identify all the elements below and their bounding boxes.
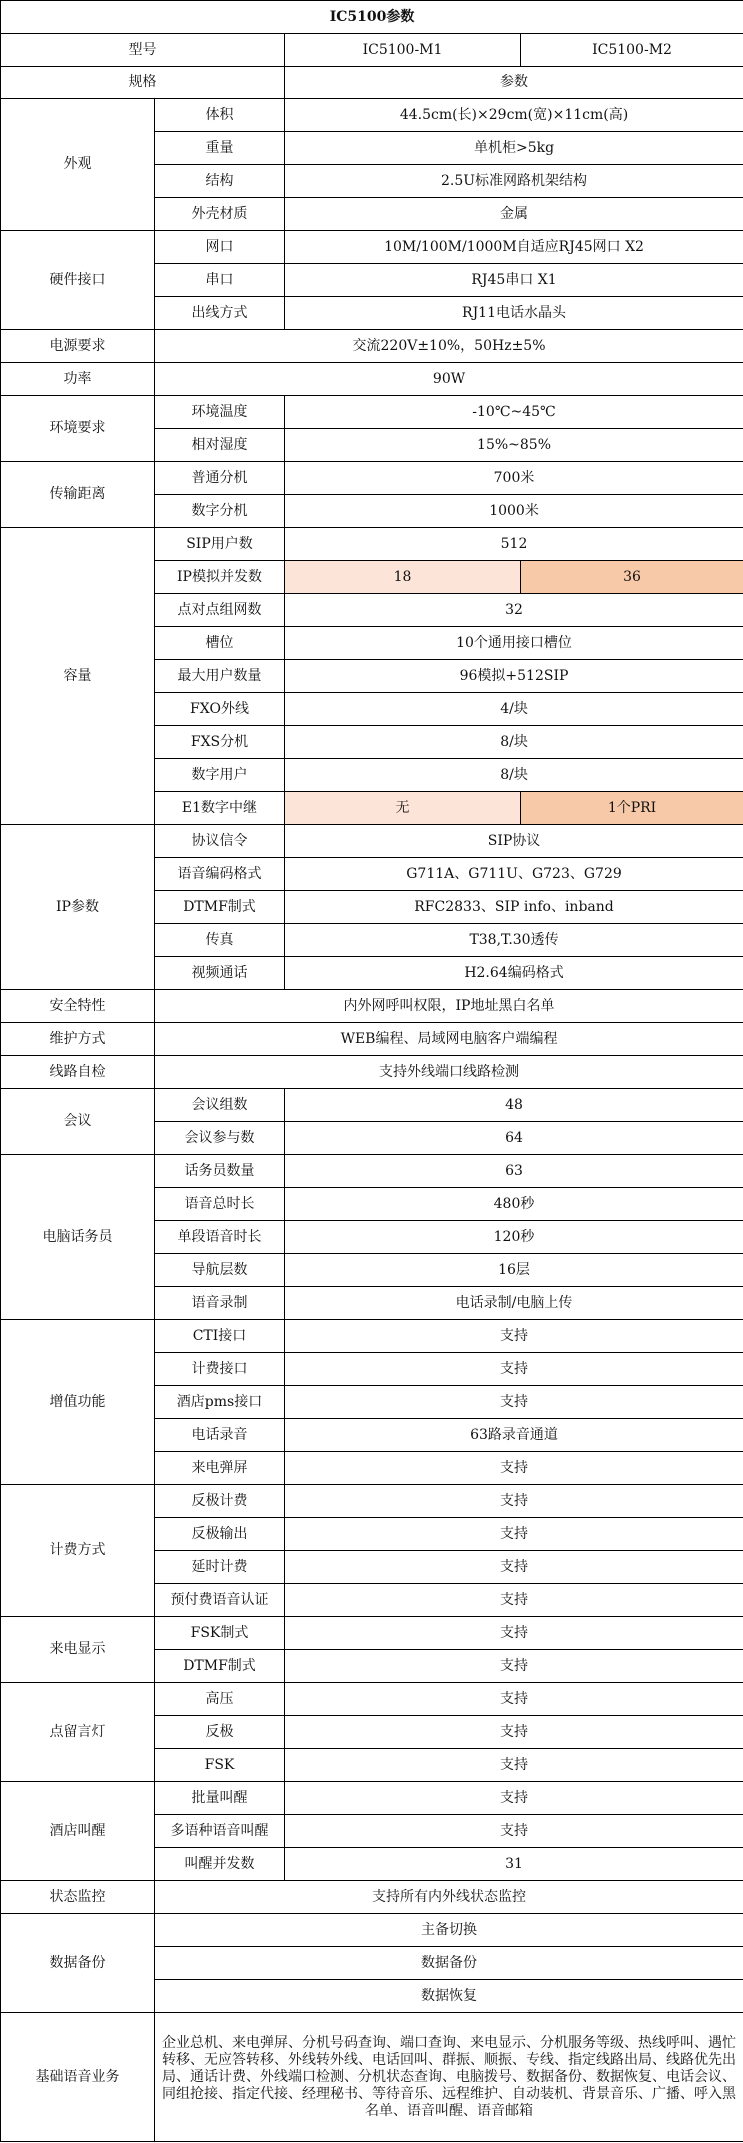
param-value: RJ45串口 X1 bbox=[285, 264, 743, 297]
param-value-m1: 无 bbox=[285, 792, 521, 825]
param-value: 支持 bbox=[285, 1386, 743, 1419]
param-value: 主备切换 bbox=[155, 1914, 743, 1947]
param-label: 叫醒并发数 bbox=[155, 1848, 285, 1881]
param-value: -10℃~45℃ bbox=[285, 396, 743, 429]
category-status-monitor: 状态监控 bbox=[1, 1881, 155, 1914]
param-label: SIP用户数 bbox=[155, 528, 285, 561]
param-value: 120秒 bbox=[285, 1221, 743, 1254]
param-value: 支持 bbox=[285, 1551, 743, 1584]
param-value: 31 bbox=[285, 1848, 743, 1881]
param-label: 反极计费 bbox=[155, 1485, 285, 1518]
category-capacity: 容量 bbox=[1, 528, 155, 825]
param-value: 512 bbox=[285, 528, 743, 561]
param-value: 数据备份 bbox=[155, 1947, 743, 1980]
table-row bbox=[1, 1683, 743, 1716]
category-basic-voice: 基础语音业务 bbox=[1, 2013, 155, 2142]
param-value: 支持 bbox=[285, 1320, 743, 1353]
param-label: 反极 bbox=[155, 1716, 285, 1749]
model-row bbox=[1, 34, 743, 67]
param-label: 串口 bbox=[155, 264, 285, 297]
param-value: RJ11电话水晶头 bbox=[285, 297, 743, 330]
param-value: 480秒 bbox=[285, 1188, 743, 1221]
category-billing: 计费方式 bbox=[1, 1485, 155, 1617]
param-value: 支持 bbox=[285, 1749, 743, 1782]
param-value: 支持 bbox=[285, 1716, 743, 1749]
param-value: 90W bbox=[155, 363, 743, 396]
table-row bbox=[1, 2013, 743, 2142]
param-value-m2: 36 bbox=[521, 561, 743, 594]
param-value: 2.5U标准网路机架结构 bbox=[285, 165, 743, 198]
param-value: T38,T.30透传 bbox=[285, 924, 743, 957]
param-label: E1数字中继 bbox=[155, 792, 285, 825]
param-value: 支持 bbox=[285, 1815, 743, 1848]
param-value: SIP协议 bbox=[285, 825, 743, 858]
param-value: 支持 bbox=[285, 1683, 743, 1716]
table-row bbox=[1, 330, 743, 363]
param-value: 4/块 bbox=[285, 693, 743, 726]
param-value: 支持 bbox=[285, 1353, 743, 1386]
title-row bbox=[1, 1, 743, 34]
param-label: 环境温度 bbox=[155, 396, 285, 429]
param-value: 63 bbox=[285, 1155, 743, 1188]
param-value: 支持 bbox=[285, 1650, 743, 1683]
param-value: H2.64编码格式 bbox=[285, 957, 743, 990]
table-row bbox=[1, 462, 743, 495]
param-label: 会议组数 bbox=[155, 1089, 285, 1122]
category-ip-params: IP参数 bbox=[1, 825, 155, 990]
param-value: WEB编程、局域网电脑客户端编程 bbox=[155, 1023, 743, 1056]
param-value: G711A、G711U、G723、G729 bbox=[285, 858, 743, 891]
param-value: 单机柜>5kg bbox=[285, 132, 743, 165]
category-message-light: 点留言灯 bbox=[1, 1683, 155, 1782]
param-value: 10M/100M/1000M自适应RJ45网口 X2 bbox=[285, 231, 743, 264]
param-label: 出线方式 bbox=[155, 297, 285, 330]
category-maintenance: 维护方式 bbox=[1, 1023, 155, 1056]
param-value: 支持所有内外线状态监控 bbox=[155, 1881, 743, 1914]
param-label: 语音编码格式 bbox=[155, 858, 285, 891]
param-label: 相对湿度 bbox=[155, 429, 285, 462]
param-value: 支持 bbox=[285, 1782, 743, 1815]
table-row bbox=[1, 1881, 743, 1914]
param-value: 700米 bbox=[285, 462, 743, 495]
table-row bbox=[1, 1782, 743, 1815]
param-value: 支持 bbox=[285, 1485, 743, 1518]
table-row bbox=[1, 231, 743, 264]
param-value: 支持 bbox=[285, 1617, 743, 1650]
param-label: 数字分机 bbox=[155, 495, 285, 528]
param-value: 支持外线端口线路检测 bbox=[155, 1056, 743, 1089]
param-label: 槽位 bbox=[155, 627, 285, 660]
basic-voice-description: 企业总机、来电弹屏、分机号码查询、端口查询、来电显示、分机服务等级、热线呼叫、遇忙转移、无应答转移、外线转外线、电话回叫、群振、顺振、专线、指定线路出局、线路优先出局、通话计费、外线端口检测、分机状态查询、电脑拨号、数据备份、数据恢复、电话会议、同组抢接、指定代接、经理秘书、等待音乐、远程维护、自动装机、背景音乐、广播、呼入黑名单、语音叫醒、语音邮箱 bbox=[155, 2013, 743, 2142]
category-power: 功率 bbox=[1, 363, 155, 396]
param-label: 高压 bbox=[155, 1683, 285, 1716]
param-value: 金属 bbox=[285, 198, 743, 231]
param-label: 批量叫醒 bbox=[155, 1782, 285, 1815]
spec-value-header: 参数 bbox=[285, 67, 743, 99]
param-value: 数据恢复 bbox=[155, 1980, 743, 2013]
param-value: 电话录制/电脑上传 bbox=[285, 1287, 743, 1320]
param-label: 预付费语音认证 bbox=[155, 1584, 285, 1617]
category-security: 安全特性 bbox=[1, 990, 155, 1023]
param-label: 外壳材质 bbox=[155, 198, 285, 231]
param-value: 支持 bbox=[285, 1518, 743, 1551]
category-conference: 会议 bbox=[1, 1089, 155, 1155]
param-label: 电话录音 bbox=[155, 1419, 285, 1452]
param-label: 计费接口 bbox=[155, 1353, 285, 1386]
param-value: 8/块 bbox=[285, 759, 743, 792]
param-value: 63路录音通道 bbox=[285, 1419, 743, 1452]
category-power-req: 电源要求 bbox=[1, 330, 155, 363]
param-label: FXS分机 bbox=[155, 726, 285, 759]
param-value: 16层 bbox=[285, 1254, 743, 1287]
param-value: 8/块 bbox=[285, 726, 743, 759]
category-hardware: 硬件接口 bbox=[1, 231, 155, 330]
param-value: RFC2833、SIP info、inband bbox=[285, 891, 743, 924]
param-label: 数字用户 bbox=[155, 759, 285, 792]
param-label: 语音总时长 bbox=[155, 1188, 285, 1221]
category-environment: 环境要求 bbox=[1, 396, 155, 462]
param-label: 体积 bbox=[155, 99, 285, 132]
param-label: CTI接口 bbox=[155, 1320, 285, 1353]
param-value: 支持 bbox=[285, 1452, 743, 1485]
param-value: 支持 bbox=[285, 1584, 743, 1617]
param-label: FSK bbox=[155, 1749, 285, 1782]
category-line-check: 线路自检 bbox=[1, 1056, 155, 1089]
param-label: IP模拟并发数 bbox=[155, 561, 285, 594]
param-value: 1000米 bbox=[285, 495, 743, 528]
category-distance: 传输距离 bbox=[1, 462, 155, 528]
table-row bbox=[1, 1023, 743, 1056]
param-label: 酒店pms接口 bbox=[155, 1386, 285, 1419]
table-row bbox=[1, 528, 743, 561]
param-label: 结构 bbox=[155, 165, 285, 198]
table-row bbox=[1, 1056, 743, 1089]
param-label: 重量 bbox=[155, 132, 285, 165]
param-label: 会议参与数 bbox=[155, 1122, 285, 1155]
table-row bbox=[1, 99, 743, 132]
param-label: 点对点组网数 bbox=[155, 594, 285, 627]
param-label: 网口 bbox=[155, 231, 285, 264]
param-label: 最大用户数量 bbox=[155, 660, 285, 693]
table-row bbox=[1, 1155, 743, 1188]
param-value: 32 bbox=[285, 594, 743, 627]
param-value-m1: 18 bbox=[285, 561, 521, 594]
param-value: 64 bbox=[285, 1122, 743, 1155]
param-value: 10个通用接口槽位 bbox=[285, 627, 743, 660]
table-row bbox=[1, 1914, 743, 1947]
table-row bbox=[1, 396, 743, 429]
table-row bbox=[1, 825, 743, 858]
param-value-m2: 1个PRI bbox=[521, 792, 743, 825]
category-appearance: 外观 bbox=[1, 99, 155, 231]
category-wakeup: 酒店叫醒 bbox=[1, 1782, 155, 1881]
param-label: FXO外线 bbox=[155, 693, 285, 726]
param-label: DTMF制式 bbox=[155, 891, 285, 924]
param-value: 44.5cm(长)×29cm(宽)×11cm(高) bbox=[285, 99, 743, 132]
category-value-added: 增值功能 bbox=[1, 1320, 155, 1485]
spec-header-row bbox=[1, 67, 743, 99]
param-value: 交流220V±10%，50Hz±5% bbox=[155, 330, 743, 363]
param-label: 延时计费 bbox=[155, 1551, 285, 1584]
spec-label: 规格 bbox=[1, 67, 285, 99]
category-backup: 数据备份 bbox=[1, 1914, 155, 2013]
category-caller-id: 来电显示 bbox=[1, 1617, 155, 1683]
param-value: 15%~85% bbox=[285, 429, 743, 462]
param-label: 单段语音时长 bbox=[155, 1221, 285, 1254]
param-label: 普通分机 bbox=[155, 462, 285, 495]
param-label: 语音录制 bbox=[155, 1287, 285, 1320]
param-label: FSK制式 bbox=[155, 1617, 285, 1650]
model-m2: IC5100-M2 bbox=[521, 34, 743, 67]
table-row bbox=[1, 363, 743, 396]
table-row bbox=[1, 1089, 743, 1122]
table-row bbox=[1, 1320, 743, 1353]
param-label: 多语种语音叫醒 bbox=[155, 1815, 285, 1848]
param-label: 传真 bbox=[155, 924, 285, 957]
category-operator: 电脑话务员 bbox=[1, 1155, 155, 1320]
model-m1: IC5100-M1 bbox=[285, 34, 521, 67]
param-label: 导航层数 bbox=[155, 1254, 285, 1287]
param-value: 96模拟+512SIP bbox=[285, 660, 743, 693]
table-row bbox=[1, 1617, 743, 1650]
sheet-title: IC5100参数 bbox=[1, 1, 743, 34]
param-label: 反极输出 bbox=[155, 1518, 285, 1551]
table-row bbox=[1, 1485, 743, 1518]
table-row bbox=[1, 990, 743, 1023]
param-value: 48 bbox=[285, 1089, 743, 1122]
param-value: 内外网呼叫权限，IP地址黑白名单 bbox=[155, 990, 743, 1023]
param-label: 协议信令 bbox=[155, 825, 285, 858]
param-label: 来电弹屏 bbox=[155, 1452, 285, 1485]
param-label: DTMF制式 bbox=[155, 1650, 285, 1683]
param-label: 视频通话 bbox=[155, 957, 285, 990]
param-label: 话务员数量 bbox=[155, 1155, 285, 1188]
model-label: 型号 bbox=[1, 34, 285, 67]
